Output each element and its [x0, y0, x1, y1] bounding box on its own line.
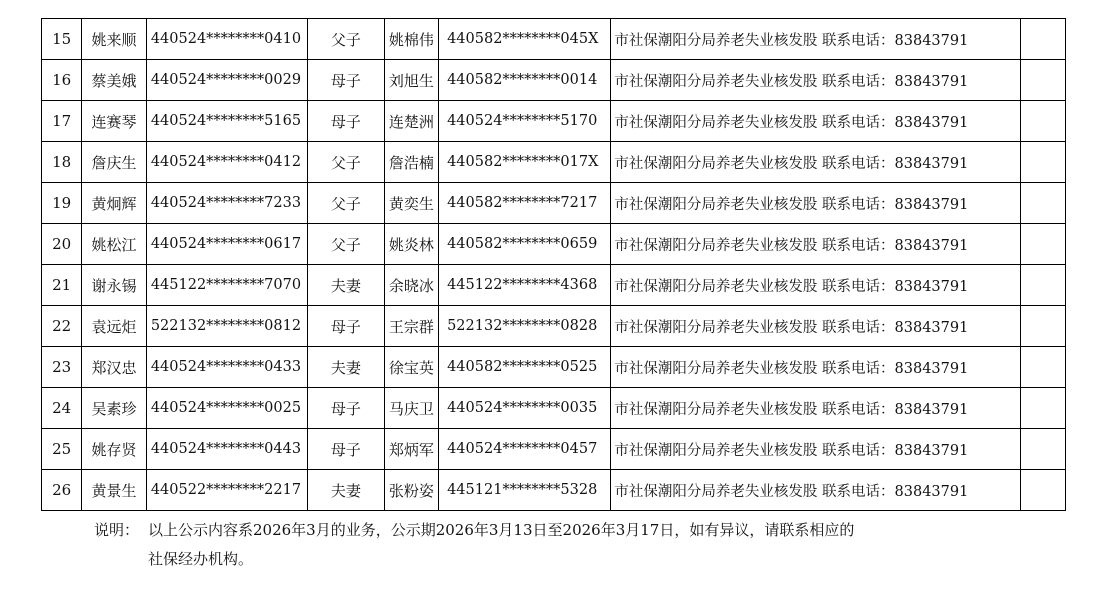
cell-relation: 父子	[308, 19, 385, 60]
cell-extra	[1020, 429, 1065, 470]
cell-row-number: 23	[42, 347, 82, 388]
cell-relation: 父子	[308, 142, 385, 183]
cell-relative-name: 刘旭生	[384, 60, 438, 101]
cell-id-number: 440524********5165	[146, 101, 307, 142]
table-row	[42, 306, 1066, 347]
cell-relative-id-number: 440524********0457	[439, 429, 611, 470]
cell-relative-id-number: 440524********0035	[439, 388, 611, 429]
table-row	[42, 101, 1066, 142]
note-line-1	[94, 516, 994, 545]
cell-extra	[1020, 306, 1065, 347]
cell-name: 姚来顺	[82, 19, 147, 60]
cell-relation: 母子	[308, 306, 385, 347]
cell-name: 谢永锡	[82, 265, 147, 306]
cell-relation: 母子	[308, 388, 385, 429]
cell-id-number: 440524********0443	[146, 429, 307, 470]
table-row	[42, 429, 1066, 470]
cell-row-number: 22	[42, 306, 82, 347]
cell-extra	[1020, 183, 1065, 224]
cell-relative-id-number: 445122********4368	[439, 265, 611, 306]
cell-id-number: 440524********0025	[146, 388, 307, 429]
cell-contact: 市社保潮阳分局养老失业核发股 联系电话：83843791	[611, 183, 1020, 224]
note-text-1: 以上公示内容系2026年3月的业务，公示期2026年3月13日至2026年3月17日，如有异议，请联系相应的	[148, 521, 855, 539]
cell-contact: 市社保潮阳分局养老失业核发股 联系电话：83843791	[611, 470, 1020, 511]
cell-contact: 市社保潮阳分局养老失业核发股 联系电话：83843791	[611, 101, 1020, 142]
cell-relative-id-number: 440524********5170	[439, 101, 611, 142]
table-row	[42, 60, 1066, 101]
cell-relation: 夫妻	[308, 470, 385, 511]
cell-relation: 母子	[308, 429, 385, 470]
cell-extra	[1020, 60, 1065, 101]
cell-relation: 父子	[308, 183, 385, 224]
note-label: 说明：	[94, 521, 140, 539]
cell-relation: 母子	[308, 60, 385, 101]
cell-name: 连赛琴	[82, 101, 147, 142]
table-row	[42, 388, 1066, 429]
cell-extra	[1020, 265, 1065, 306]
cell-name: 郑汉忠	[82, 347, 147, 388]
cell-row-number: 20	[42, 224, 82, 265]
cell-relative-name: 余晓冰	[384, 265, 438, 306]
cell-relation: 夫妻	[308, 265, 385, 306]
cell-row-number: 25	[42, 429, 82, 470]
cell-relative-name: 王宗群	[384, 306, 438, 347]
table-row	[42, 224, 1066, 265]
cell-extra	[1020, 101, 1065, 142]
cell-extra	[1020, 470, 1065, 511]
cell-relative-id-number: 440582********045X	[439, 19, 611, 60]
cell-relative-name: 马庆卫	[384, 388, 438, 429]
cell-extra	[1020, 224, 1065, 265]
cell-relative-name: 姚棉伟	[384, 19, 438, 60]
cell-id-number: 440524********0410	[146, 19, 307, 60]
note-line-2	[94, 545, 994, 574]
cell-relative-name: 郑炳军	[384, 429, 438, 470]
cell-name: 詹庆生	[82, 142, 147, 183]
cell-name: 姚松江	[82, 224, 147, 265]
cell-contact: 市社保潮阳分局养老失业核发股 联系电话：83843791	[611, 429, 1020, 470]
note-text-2: 社保经办机构。	[148, 550, 254, 568]
cell-id-number: 522132********0812	[146, 306, 307, 347]
table-body	[42, 19, 1066, 511]
cell-relative-name: 连楚洲	[384, 101, 438, 142]
cell-id-number: 440524********0433	[146, 347, 307, 388]
cell-name: 黄炯辉	[82, 183, 147, 224]
cell-extra	[1020, 142, 1065, 183]
cell-relative-id-number: 440582********0659	[439, 224, 611, 265]
table-row	[42, 183, 1066, 224]
cell-relation: 夫妻	[308, 347, 385, 388]
cell-id-number: 440524********7233	[146, 183, 307, 224]
cell-relative-name: 姚炎林	[384, 224, 438, 265]
cell-contact: 市社保潮阳分局养老失业核发股 联系电话：83843791	[611, 142, 1020, 183]
cell-contact: 市社保潮阳分局养老失业核发股 联系电话：83843791	[611, 19, 1020, 60]
cell-relative-id-number: 440582********7217	[439, 183, 611, 224]
cell-name: 黄景生	[82, 470, 147, 511]
cell-id-number: 440524********0617	[146, 224, 307, 265]
cell-row-number: 15	[42, 19, 82, 60]
cell-row-number: 17	[42, 101, 82, 142]
cell-name: 袁远炬	[82, 306, 147, 347]
cell-contact: 市社保潮阳分局养老失业核发股 联系电话：83843791	[611, 306, 1020, 347]
cell-relation: 父子	[308, 224, 385, 265]
cell-row-number: 18	[42, 142, 82, 183]
cell-row-number: 16	[42, 60, 82, 101]
cell-relative-name: 黄奕生	[384, 183, 438, 224]
cell-relative-name: 詹浩楠	[384, 142, 438, 183]
cell-row-number: 26	[42, 470, 82, 511]
cell-relative-id-number: 440582********0014	[439, 60, 611, 101]
cell-extra	[1020, 388, 1065, 429]
cell-contact: 市社保潮阳分局养老失业核发股 联系电话：83843791	[611, 265, 1020, 306]
cell-relative-id-number: 445121********5328	[439, 470, 611, 511]
cell-contact: 市社保潮阳分局养老失业核发股 联系电话：83843791	[611, 388, 1020, 429]
cell-relative-name: 张粉姿	[384, 470, 438, 511]
cell-relative-id-number: 440582********0525	[439, 347, 611, 388]
cell-name: 蔡美娥	[82, 60, 147, 101]
table-row	[42, 470, 1066, 511]
cell-id-number: 440524********0029	[146, 60, 307, 101]
cell-row-number: 24	[42, 388, 82, 429]
cell-name: 姚存贤	[82, 429, 147, 470]
cell-extra	[1020, 347, 1065, 388]
cell-relative-id-number: 440582********017X	[439, 142, 611, 183]
cell-id-number: 440524********0412	[146, 142, 307, 183]
cell-row-number: 19	[42, 183, 82, 224]
cell-id-number: 445122********7070	[146, 265, 307, 306]
table-row	[42, 347, 1066, 388]
cell-contact: 市社保潮阳分局养老失业核发股 联系电话：83843791	[611, 347, 1020, 388]
table-row	[42, 19, 1066, 60]
cell-contact: 市社保潮阳分局养老失业核发股 联系电话：83843791	[611, 60, 1020, 101]
note-block	[94, 516, 994, 574]
cell-id-number: 440522********2217	[146, 470, 307, 511]
cell-name: 吴素珍	[82, 388, 147, 429]
table-row	[42, 142, 1066, 183]
table-row	[42, 265, 1066, 306]
publication-table	[41, 18, 1066, 511]
cell-row-number: 21	[42, 265, 82, 306]
cell-relative-name: 徐宝英	[384, 347, 438, 388]
cell-contact: 市社保潮阳分局养老失业核发股 联系电话：83843791	[611, 224, 1020, 265]
cell-relative-id-number: 522132********0828	[439, 306, 611, 347]
cell-relation: 母子	[308, 101, 385, 142]
cell-extra	[1020, 19, 1065, 60]
